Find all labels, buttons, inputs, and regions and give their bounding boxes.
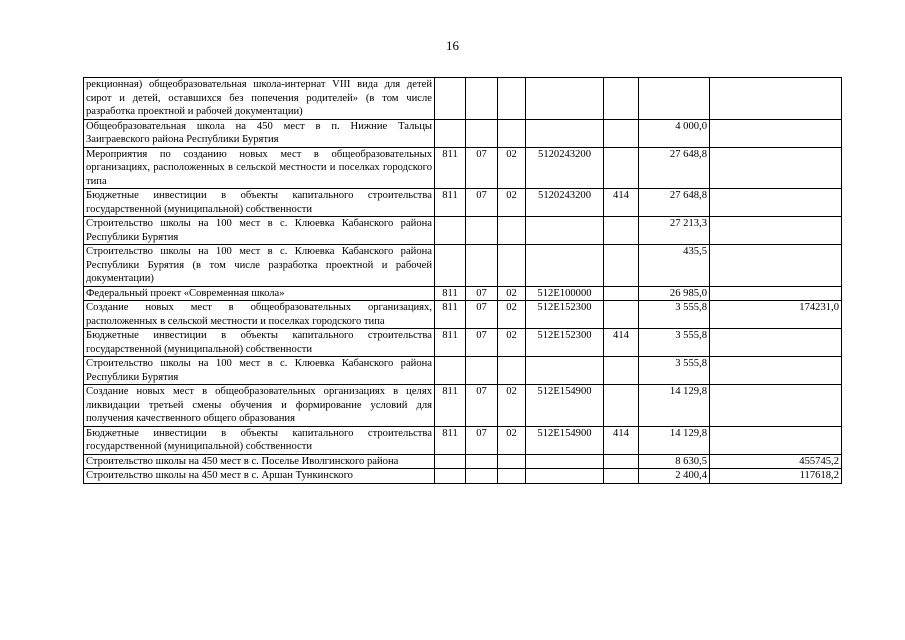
section-code-cell xyxy=(466,245,498,287)
section-code-cell: 07 xyxy=(466,329,498,357)
section-code-cell: 07 xyxy=(466,286,498,301)
expense-type-cell xyxy=(604,286,639,301)
ministry-code-cell: 811 xyxy=(435,189,466,217)
ministry-code-cell: 811 xyxy=(435,329,466,357)
target-code-cell: 512E154900 xyxy=(526,426,604,454)
item-name-cell: Бюджетные инвестиции в объекты капитального строительства государственной (муниципальной) собственности xyxy=(84,329,435,357)
subsection-code-cell xyxy=(498,217,526,245)
table-row xyxy=(84,454,842,469)
extra-amount-cell xyxy=(710,385,842,427)
amount-cell: 2 400,4 xyxy=(639,469,710,484)
extra-amount-cell xyxy=(710,78,842,120)
extra-amount-cell xyxy=(710,217,842,245)
item-name-cell: Строительство школы на 100 мест в с. Клюевка Кабанского района Республики Бурятия xyxy=(84,217,435,245)
section-code-cell xyxy=(466,78,498,120)
section-code-cell: 07 xyxy=(466,147,498,189)
amount-cell: 26 985,0 xyxy=(639,286,710,301)
subsection-code-cell: 02 xyxy=(498,426,526,454)
item-name-cell: Общеобразовательная школа на 450 мест в п. Нижние Тальцы Заиграевского района Республики Бурятия xyxy=(84,119,435,147)
amount-cell xyxy=(639,78,710,120)
amount-cell: 4 000,0 xyxy=(639,119,710,147)
amount-cell: 435,5 xyxy=(639,245,710,287)
table-row xyxy=(84,119,842,147)
subsection-code-cell xyxy=(498,245,526,287)
subsection-code-cell xyxy=(498,78,526,120)
ministry-code-cell: 811 xyxy=(435,286,466,301)
subsection-code-cell xyxy=(498,469,526,484)
section-code-cell xyxy=(466,119,498,147)
target-code-cell xyxy=(526,119,604,147)
amount-cell: 8 630,5 xyxy=(639,454,710,469)
expense-type-cell xyxy=(604,469,639,484)
section-code-cell xyxy=(466,217,498,245)
amount-cell: 14 129,8 xyxy=(639,426,710,454)
extra-amount-cell: 174231,0 xyxy=(710,301,842,329)
page-number: 16 xyxy=(446,38,459,53)
item-name-cell: Строительство школы на 100 мест в с. Клюевка Кабанского района Республики Бурятия xyxy=(84,357,435,385)
ministry-code-cell: 811 xyxy=(435,147,466,189)
table-row xyxy=(84,426,842,454)
expense-type-cell xyxy=(604,119,639,147)
target-code-cell: 512E152300 xyxy=(526,329,604,357)
section-code-cell: 07 xyxy=(466,385,498,427)
item-name-cell: Бюджетные инвестиции в объекты капитального строительства государственной (муниципальной) собственности xyxy=(84,426,435,454)
ministry-code-cell xyxy=(435,245,466,287)
ministry-code-cell xyxy=(435,454,466,469)
extra-amount-cell xyxy=(710,329,842,357)
table-row xyxy=(84,245,842,287)
extra-amount-cell xyxy=(710,286,842,301)
section-code-cell xyxy=(466,357,498,385)
amount-cell: 3 555,8 xyxy=(639,301,710,329)
table-row xyxy=(84,301,842,329)
expense-type-cell xyxy=(604,245,639,287)
amount-cell: 27 648,8 xyxy=(639,147,710,189)
subsection-code-cell xyxy=(498,357,526,385)
table-row xyxy=(84,189,842,217)
ministry-code-cell xyxy=(435,469,466,484)
section-code-cell xyxy=(466,454,498,469)
ministry-code-cell: 811 xyxy=(435,426,466,454)
amount-cell: 14 129,8 xyxy=(639,385,710,427)
section-code-cell: 07 xyxy=(466,426,498,454)
section-code-cell xyxy=(466,469,498,484)
table-row xyxy=(84,357,842,385)
table-row xyxy=(84,329,842,357)
target-code-cell xyxy=(526,78,604,120)
item-name-cell: Создание новых мест в общеобразовательных организациях, расположенных в сельской местности и поселках городского типа xyxy=(84,301,435,329)
expense-type-cell xyxy=(604,78,639,120)
amount-cell: 27 648,8 xyxy=(639,189,710,217)
table-row xyxy=(84,385,842,427)
subsection-code-cell: 02 xyxy=(498,189,526,217)
ministry-code-cell: 811 xyxy=(435,301,466,329)
table-row xyxy=(84,469,842,484)
ministry-code-cell xyxy=(435,357,466,385)
target-code-cell xyxy=(526,245,604,287)
expense-type-cell xyxy=(604,217,639,245)
target-code-cell: 512E100000 xyxy=(526,286,604,301)
item-name-cell: рекционная) общеобразовательная школа-интернат VIII вида для детей сирот и детей, оставшихся без попечения родителей» (в том числе разработка проектной и рабочей документации) xyxy=(84,78,435,120)
amount-cell: 3 555,8 xyxy=(639,329,710,357)
table-row xyxy=(84,286,842,301)
ministry-code-cell xyxy=(435,217,466,245)
item-name-cell: Мероприятия по созданию новых мест в общеобразовательных организациях, расположенных в сельской местности и поселках городского типа xyxy=(84,147,435,189)
amount-cell: 27 213,3 xyxy=(639,217,710,245)
table-row xyxy=(84,217,842,245)
subsection-code-cell: 02 xyxy=(498,385,526,427)
item-name-cell: Создание новых мест в общеобразовательных организациях в целях ликвидации третьей смены обучения и формирование условий для получения качественного общего образования xyxy=(84,385,435,427)
extra-amount-cell xyxy=(710,147,842,189)
budget-table xyxy=(83,77,842,484)
expense-type-cell: 414 xyxy=(604,426,639,454)
extra-amount-cell xyxy=(710,189,842,217)
ministry-code-cell: 811 xyxy=(435,385,466,427)
expense-type-cell: 414 xyxy=(604,329,639,357)
expense-type-cell xyxy=(604,385,639,427)
extra-amount-cell: 455745,2 xyxy=(710,454,842,469)
extra-amount-cell: 117618,2 xyxy=(710,469,842,484)
target-code-cell xyxy=(526,217,604,245)
target-code-cell: 5120243200 xyxy=(526,147,604,189)
extra-amount-cell xyxy=(710,426,842,454)
extra-amount-cell xyxy=(710,357,842,385)
target-code-cell: 5120243200 xyxy=(526,189,604,217)
subsection-code-cell xyxy=(498,119,526,147)
subsection-code-cell: 02 xyxy=(498,301,526,329)
expense-type-cell xyxy=(604,357,639,385)
subsection-code-cell: 02 xyxy=(498,286,526,301)
target-code-cell: 512E152300 xyxy=(526,301,604,329)
target-code-cell xyxy=(526,469,604,484)
item-name-cell: Строительство школы на 100 мест в с. Клюевка Кабанского района Республики Бурятия (в том числе разработка проектной и рабочей документации) xyxy=(84,245,435,287)
expense-type-cell: 414 xyxy=(604,189,639,217)
extra-amount-cell xyxy=(710,245,842,287)
target-code-cell xyxy=(526,454,604,469)
item-name-cell: Бюджетные инвестиции в объекты капитального строительства государственной (муниципальной) собственности xyxy=(84,189,435,217)
item-name-cell: Строительство школы на 450 мест в с. Аршан Тункинского xyxy=(84,469,435,484)
expense-type-cell xyxy=(604,301,639,329)
table-row xyxy=(84,147,842,189)
subsection-code-cell: 02 xyxy=(498,329,526,357)
item-name-cell: Федеральный проект «Современная школа» xyxy=(84,286,435,301)
subsection-code-cell xyxy=(498,454,526,469)
extra-amount-cell xyxy=(710,119,842,147)
section-code-cell: 07 xyxy=(466,189,498,217)
ministry-code-cell xyxy=(435,78,466,120)
expense-type-cell xyxy=(604,147,639,189)
target-code-cell xyxy=(526,357,604,385)
ministry-code-cell xyxy=(435,119,466,147)
expense-type-cell xyxy=(604,454,639,469)
section-code-cell: 07 xyxy=(466,301,498,329)
subsection-code-cell: 02 xyxy=(498,147,526,189)
table-row xyxy=(84,78,842,120)
target-code-cell: 512E154900 xyxy=(526,385,604,427)
amount-cell: 3 555,8 xyxy=(639,357,710,385)
item-name-cell: Строительство школы на 450 мест в с. Поселье Иволгинского района xyxy=(84,454,435,469)
